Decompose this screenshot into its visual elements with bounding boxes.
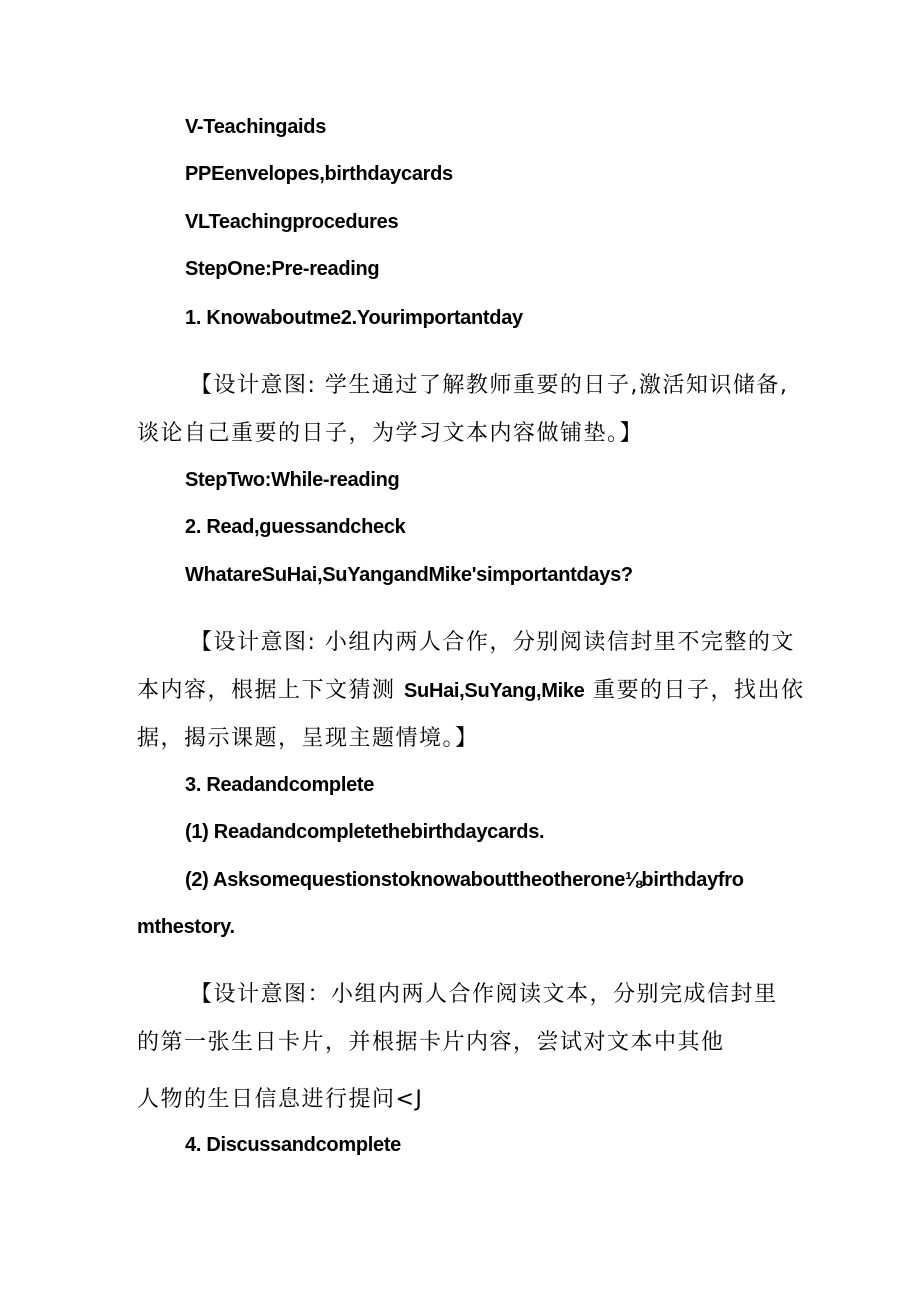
- design-intent-2-line-1: 【设计意图: 小组内两人合作，分别阅读信封里不完整的文: [190, 630, 795, 655]
- item-3: 3. Readandcomplete: [185, 774, 375, 796]
- design-intent-2-line-2: 本内容，根据上下文猜测 SuHai,SuYang,Mike 重要的日子，找出依: [137, 678, 805, 703]
- item-4: 4. Discussandcomplete: [185, 1134, 402, 1156]
- design-intent-3-line-2: 的第一张生日卡片，并根据卡片内容，尝试对文本中其他: [137, 1030, 725, 1055]
- design-intent-1-line-1: 【设计意图: 学生通过了解教师重要的日子,激活知识储备,: [190, 373, 789, 398]
- design-intent-3-line-1: 【设计意图：小组内两人合作阅读文本，分别完成信封里: [190, 982, 778, 1007]
- item-1: 1. Knowaboutme2.Yourimportantday: [185, 307, 523, 329]
- teaching-aids-heading: V-Teachingaids: [185, 116, 327, 138]
- item-3-1: (1) Readandcompletethebirthdaycards.: [185, 821, 545, 843]
- procedures-heading: VLTeachingprocedures: [185, 211, 399, 233]
- teaching-aids-list: PPEenvelopes,birthdaycards: [185, 163, 453, 185]
- step-two-heading: StepTwo:While-reading: [185, 469, 400, 491]
- design-intent-2-line-3: 据，揭示课题，呈现主题情境。】: [137, 726, 479, 751]
- step-one-heading: StepOne:Pre-reading: [185, 258, 380, 280]
- design-intent-3-line-3: 人物的生日信息进行提问<J: [137, 1087, 424, 1112]
- question-2: WhatareSuHai,SuYangandMike'simportantdays?: [185, 564, 633, 586]
- item-3-2-line-2: mthestory.: [137, 916, 235, 938]
- design-intent-1-line-2: 谈论自己重要的日子，为学习文本内容做铺垫。】: [137, 421, 644, 446]
- item-3-2-line-1: (2) Asksomequestionstoknowabouttheotherone⅛birthdayfro: [185, 869, 744, 891]
- item-2: 2. Read,guessandcheck: [185, 516, 406, 538]
